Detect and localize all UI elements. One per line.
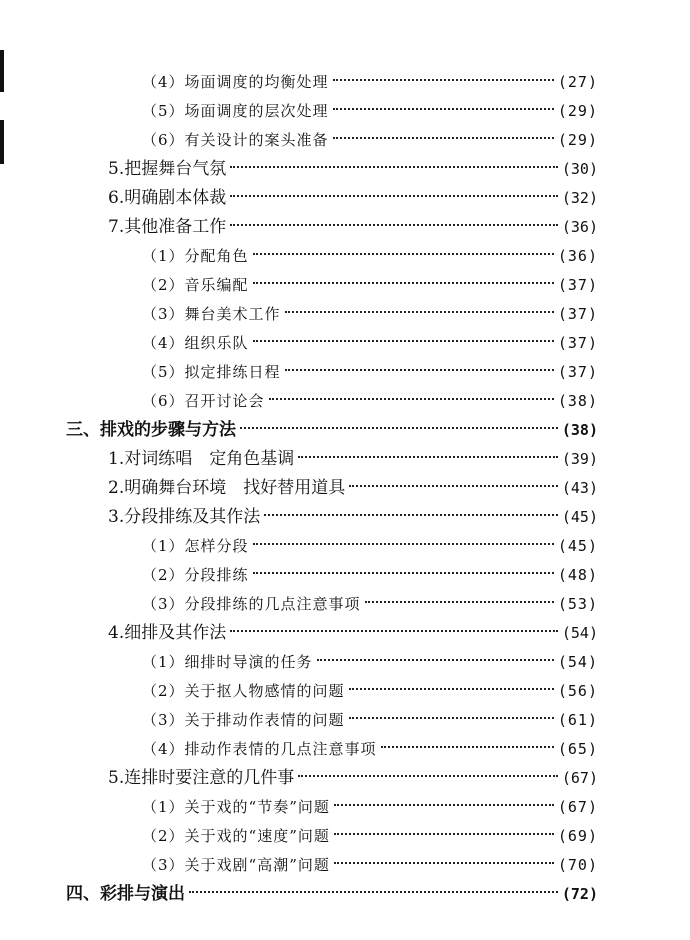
- dot-leader: [365, 601, 554, 603]
- toc-entry-title: （4）场面调度的均衡处理: [142, 73, 329, 91]
- toc-entry: [142, 389, 598, 413]
- toc-entry: [108, 447, 598, 471]
- toc-entry-title: 6.明确剧本体裁: [108, 188, 227, 208]
- toc-entry-title: （5）拟定排练日程: [142, 363, 281, 381]
- dot-leader: [333, 108, 554, 110]
- toc-entry-title: （4）排动作表情的几点注意事项: [142, 740, 377, 758]
- dot-leader: [269, 398, 554, 400]
- toc-entry: [108, 621, 598, 645]
- dot-leader: [381, 746, 554, 748]
- toc-entry-page: (61): [557, 711, 598, 729]
- toc-entry: [142, 795, 598, 819]
- toc-entry-page: (70): [557, 856, 598, 874]
- dot-leader: [285, 311, 554, 313]
- toc-entry-page: (27): [557, 73, 598, 91]
- toc-entry: [108, 186, 598, 210]
- toc-entry-page: (43): [561, 479, 598, 497]
- toc-entry-page: (53): [557, 595, 598, 613]
- toc-chapter-title: 三、排戏的步骤与方法: [66, 420, 236, 440]
- toc-entry-page: (39): [561, 450, 598, 468]
- toc-entry-page: (37): [557, 276, 598, 294]
- toc-entry-title: 4.细排及其作法: [108, 623, 227, 643]
- toc-entry-page: (67): [557, 798, 598, 816]
- dot-leader: [333, 79, 554, 81]
- toc-entry: [108, 157, 598, 181]
- toc-entry: [142, 563, 598, 587]
- dot-leader: [230, 630, 558, 632]
- toc-entry-page: (45): [557, 537, 598, 555]
- dot-leader: [349, 717, 554, 719]
- toc-entry-page: (69): [557, 827, 598, 845]
- dot-leader: [349, 485, 558, 487]
- toc-entry-title: （6）召开讨论会: [142, 392, 265, 410]
- toc-entry-title: 7.其他准备工作: [108, 217, 227, 237]
- toc-entry: [142, 679, 598, 703]
- dot-leader: [253, 340, 554, 342]
- toc-entry-title: （1）怎样分段: [142, 537, 249, 555]
- dot-leader: [240, 427, 558, 429]
- toc-entry: [142, 708, 598, 732]
- toc-entry-page: (54): [557, 653, 598, 671]
- dot-leader: [298, 775, 558, 777]
- toc-entry-page: (38): [557, 392, 598, 410]
- dot-leader: [253, 572, 554, 574]
- toc-entry: [108, 505, 598, 529]
- dot-leader: [230, 224, 558, 226]
- toc-entry-title: （2）分段排练: [142, 566, 249, 584]
- toc-chapter: [66, 418, 598, 442]
- toc-chapter-page: (72): [561, 885, 598, 903]
- dot-leader: [285, 369, 554, 371]
- toc-entry-title: 1.对词练唱 定角色基调: [108, 449, 295, 469]
- toc-entry-title: 3.分段排练及其作法: [108, 507, 261, 527]
- toc-entry: [142, 650, 598, 674]
- toc-entry: [142, 128, 598, 152]
- toc-entry-title: （3）分段排练的几点注意事项: [142, 595, 361, 613]
- toc-entry-page: (37): [557, 305, 598, 323]
- toc-entry-title: 5.连排时要注意的几件事: [108, 768, 295, 788]
- toc-entry-title: （1）分配角色: [142, 247, 249, 265]
- toc-entry-title: （3）舞台美术工作: [142, 305, 281, 323]
- dot-leader: [253, 543, 554, 545]
- toc-chapter: [66, 882, 598, 906]
- toc-entry: [142, 99, 598, 123]
- toc-entry-title: （6）有关设计的案头准备: [142, 131, 329, 149]
- toc-entry-page: (32): [561, 189, 598, 207]
- toc-entry-page: (48): [557, 566, 598, 584]
- dot-leader: [189, 891, 558, 893]
- toc-entry-title: （2）音乐编配: [142, 276, 249, 294]
- toc-entry-page: (54): [561, 624, 598, 642]
- toc-entry: [108, 476, 598, 500]
- toc-entry-page: (29): [557, 102, 598, 120]
- toc-entry: [142, 360, 598, 384]
- dot-leader: [333, 137, 554, 139]
- dot-leader: [230, 195, 558, 197]
- toc-entry: [108, 766, 598, 790]
- toc-entry: [142, 737, 598, 761]
- toc-chapter-page: (38): [561, 421, 598, 439]
- toc-entry-page: (45): [561, 508, 598, 526]
- toc-entry-title: （5）场面调度的层次处理: [142, 102, 329, 120]
- toc-entry: [142, 244, 598, 268]
- toc-entry-page: (29): [557, 131, 598, 149]
- dot-leader: [264, 514, 558, 516]
- dot-leader: [334, 862, 554, 864]
- toc-entry-page: (37): [557, 363, 598, 381]
- toc-entry-page: (36): [557, 247, 598, 265]
- toc-entry-title: （4）组织乐队: [142, 334, 249, 352]
- toc-entry: [142, 331, 598, 355]
- toc-entry-title: （3）关于排动作表情的问题: [142, 711, 345, 729]
- toc-entry: [142, 824, 598, 848]
- dot-leader: [253, 253, 554, 255]
- toc-entry-title: 2.明确舞台环境 找好替用道具: [108, 478, 346, 498]
- toc-entry-title: （1）关于戏的“节奏”问题: [142, 798, 330, 816]
- toc-entry: [142, 70, 598, 94]
- dot-leader: [253, 282, 554, 284]
- toc-entry-page: (56): [557, 682, 598, 700]
- toc-entry-page: (30): [561, 160, 598, 178]
- dot-leader: [317, 659, 554, 661]
- toc-entry: [142, 273, 598, 297]
- toc-entry: [142, 534, 598, 558]
- toc-entry-page: (36): [561, 218, 598, 236]
- toc-entry-title: （1）细排时导演的任务: [142, 653, 313, 671]
- toc-entry-title: （3）关于戏剧“高潮”问题: [142, 856, 330, 874]
- toc-entry: [108, 215, 598, 239]
- toc-entry-page: (67): [561, 769, 598, 787]
- toc-entry-title: 5.把握舞台气氛: [108, 159, 227, 179]
- toc-entry-page: (65): [557, 740, 598, 758]
- dot-leader: [334, 804, 554, 806]
- toc-entry-title: （2）关于戏的“速度”问题: [142, 827, 330, 845]
- dot-leader: [298, 456, 558, 458]
- toc-entry-page: (37): [557, 334, 598, 352]
- dot-leader: [349, 688, 554, 690]
- dot-leader: [334, 833, 554, 835]
- toc-entry-title: （2）关于抠人物感情的问题: [142, 682, 345, 700]
- toc-entry: [142, 853, 598, 877]
- toc-entry: [142, 592, 598, 616]
- toc-chapter-title: 四、彩排与演出: [66, 884, 185, 904]
- dot-leader: [230, 166, 558, 168]
- toc-entry: [142, 302, 598, 326]
